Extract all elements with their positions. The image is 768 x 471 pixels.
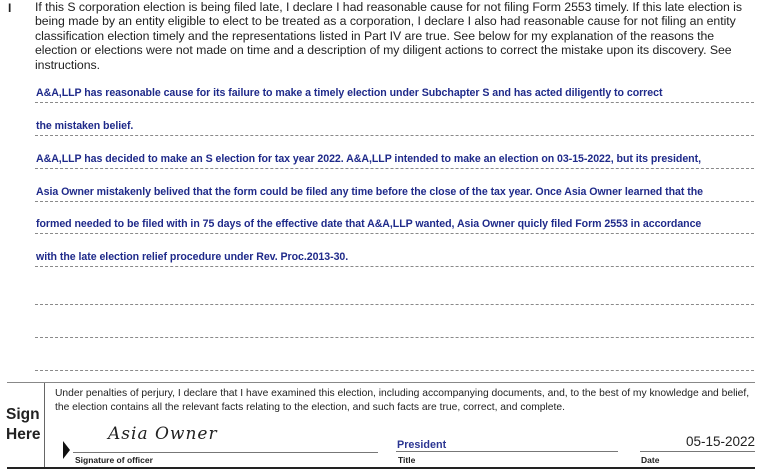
explanation-line-7[interactable] [35, 287, 754, 305]
title-label: Title [398, 455, 416, 465]
section-divider-bottom [7, 467, 755, 469]
explanation-line-2[interactable] [35, 118, 754, 136]
here-heading-word: Here [6, 426, 41, 443]
explanation-line-3[interactable] [35, 151, 754, 169]
date-line [640, 451, 755, 452]
explanation-line-8[interactable] [35, 320, 754, 338]
sign-column-divider [44, 383, 45, 467]
arrow-pointer-icon [63, 441, 70, 459]
signature-line [73, 452, 378, 453]
explanation-text: with the late election relief procedure under Rev. Proc.2013-30. [36, 251, 349, 263]
late-election-instructions: If this S corporation election is being filed late, I declare I had reasonable cause for not filing Form 2553 timely. If this late election is being made by an entity eligible to elect to be treated as a corporation, I declare I also had reasonable cause for not filing an entity classification election timely and the representations listed in Part IV are true. See below for my explanation of the reasons the election or elections were not made on time and a description of my diligent actions to correct the mistake upon its discovery. See instructions. [35, 0, 742, 72]
line-label: I [8, 1, 12, 15]
title-line [396, 451, 618, 452]
section-divider-top [7, 382, 755, 383]
penalty-statement: Under penalties of perjury, I declare that I have examined this election, including accompanying documents, and, to the best of my knowledge and belief, the election contains all the relevant facts relating to the election, and such facts are true, correct, and complete. [55, 388, 750, 413]
explanation-text: A&A,LLP has decided to make an S election for tax year 2022. A&A,LLP intended to make an election on 03-15-2022, but its president, [36, 153, 701, 165]
explanation-text: the mistaken belief. [36, 120, 134, 132]
sign-heading-word: Sign [6, 406, 40, 423]
explanation-text: A&A,LLP has reasonable cause for its failure to make a timely election under Subchapter S and has acted diligently to correct [36, 87, 663, 99]
date-value: 05-15-2022 [685, 434, 755, 449]
title-value: President [397, 439, 447, 451]
signature-label: Signature of officer [75, 455, 153, 465]
date-label: Date [641, 455, 660, 465]
explanation-line-6[interactable] [35, 249, 754, 267]
explanation-line-1[interactable] [35, 85, 754, 103]
explanation-text: formed needed to be filed with in 75 days of the effective date that A&A,LLP wanted, Asia Owner quicly filed Form 2553 in accordance [36, 218, 702, 230]
explanation-text: Asia Owner mistakenly belived that the form could be filed any time before the close of the tax year. Once Asia Owner learned that the [36, 186, 703, 198]
sign-here-heading [6, 405, 40, 445]
explanation-line-5[interactable] [35, 216, 754, 234]
explanation-line-4[interactable] [35, 184, 754, 202]
signature-value: Asia Owner [108, 424, 218, 444]
explanation-line-9[interactable] [35, 353, 754, 371]
